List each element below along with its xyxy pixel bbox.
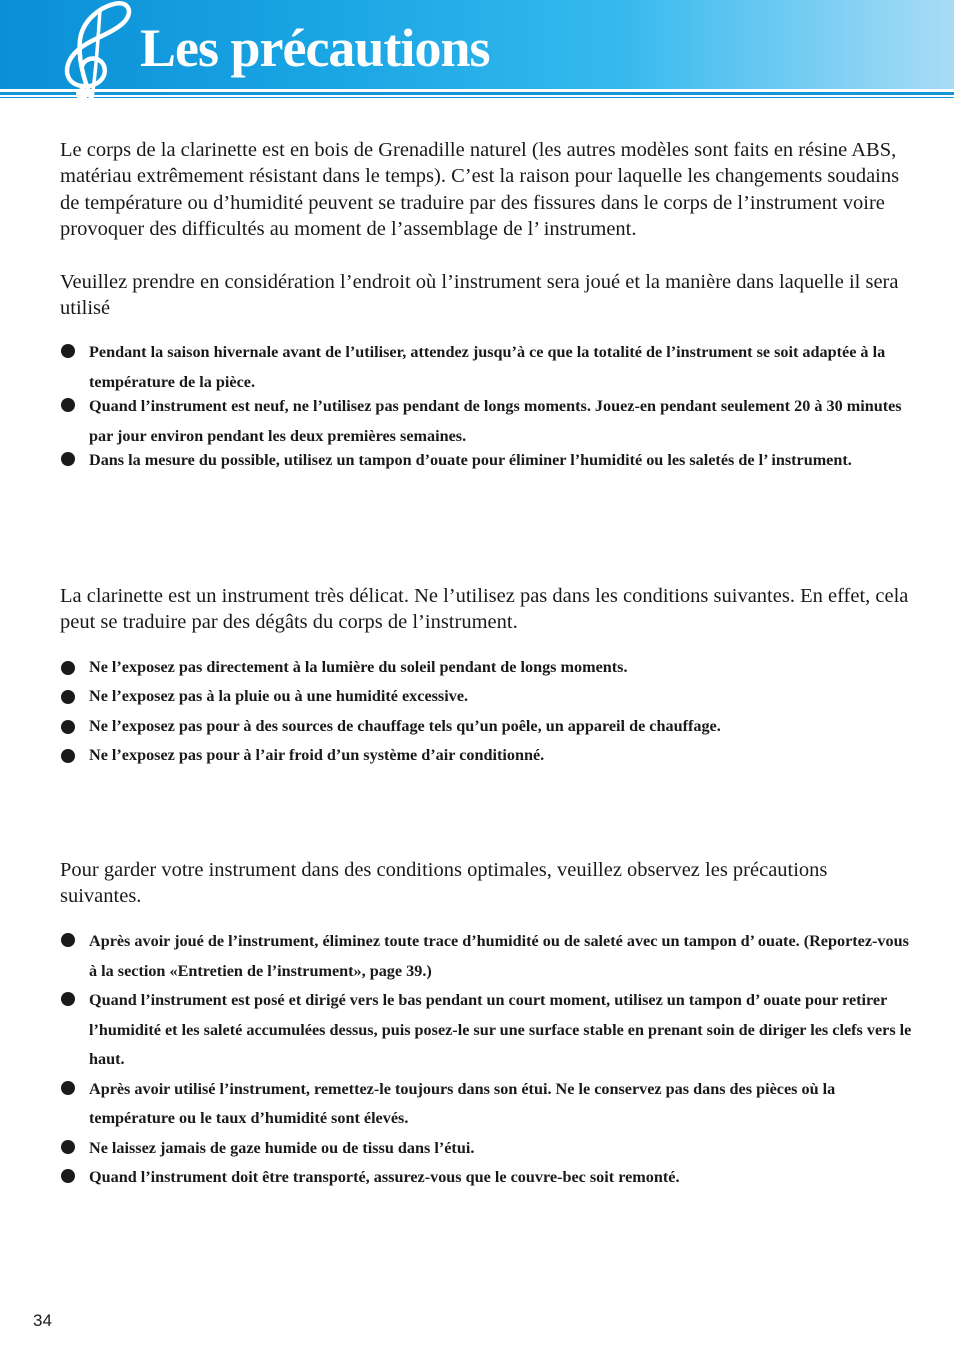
bullet-dot-icon — [61, 720, 75, 734]
bullet-dot-icon — [61, 933, 75, 947]
section1-paragraph1: Le corps de la clarinette est en bois de Grenadille naturel (les autres modèles sont faits en résine ABS, matériau extrêmement résistant dans le temps). C’est la raison pour laquelle les changements soudains de température ou d’humidité peuvent se traduire par des fissures dans le corps de l’instrument voire provoquer des difficultés au moment de l’assemblage de l’ instrument. — [60, 139, 900, 241]
treble-clef-icon — [34, 0, 144, 102]
section2-bullet-list — [60, 653, 920, 770]
section1-paragraph2: Veuillez prendre en considération l’endroit où l’instrument sera joué et la manière dans laquelle il sera utilisé — [60, 271, 899, 320]
bullet-dot-icon — [61, 452, 75, 466]
bullet-dot-icon — [61, 992, 75, 1006]
bullet-dot-icon — [61, 749, 75, 763]
section2-paragraph: La clarinette est un instrument très délicat. Ne l’utilisez pas dans les conditions suivantes. En effet, cela peut se traduire par des dégâts du corps de l’instrument. — [60, 585, 909, 634]
bullet-dot-icon — [61, 661, 75, 675]
bullet-dot-icon — [61, 344, 75, 358]
list-item: Après avoir utilisé l’instrument, remettez-le toujours dans son étui. Ne le conservez pas dans des pièces où la température ou le taux d’humidité sont élevés. — [60, 1075, 920, 1134]
list-item: Ne l’exposez pas pour à l’air froid d’un système d’air conditionné. — [60, 741, 920, 770]
section1-bullet-list — [60, 338, 920, 476]
list-item: Ne laissez jamais de gaze humide ou de tissu dans l’étui. — [60, 1134, 920, 1164]
list-item: Pendant la saison hivernale avant de l’utiliser, attendez jusqu’à ce que la totalité de l’instrument se soit adaptée à la température de la pièce. — [60, 338, 920, 397]
list-item: Dans la mesure du possible, utilisez un tampon d’ouate pour éliminer l’humidité ou les saletés de l’ instrument. — [60, 446, 920, 476]
section3-bullet-list — [60, 927, 920, 1193]
bullet-dot-icon — [61, 1081, 75, 1095]
list-item: Quand l’instrument est neuf, ne l’utilisez pas pendant de longs moments. Jouez-en pendant seulement 20 à 30 minutes par jour environ pendant les deux premières semaines. — [60, 392, 920, 451]
bullet-dot-icon — [61, 690, 75, 704]
list-item: Quand l’instrument doit être transporté, assurez-vous que le couvre-bec soit remonté. — [60, 1163, 920, 1193]
list-item: Après avoir joué de l’instrument, éliminez toute trace d’humidité ou de saleté avec un tampon d’ ouate. (Reportez-vous à la section «Entretien de l’instrument», page 39.) — [60, 927, 920, 986]
page-title: Les précautions — [140, 18, 490, 78]
list-item: Ne l’exposez pas pour à des sources de chauffage tels qu’un poêle, un appareil de chauffage. — [60, 712, 920, 741]
bullet-dot-icon — [61, 398, 75, 412]
list-item: Ne l’exposez pas directement à la lumière du soleil pendant de longs moments. — [60, 653, 920, 682]
list-item: Quand l’instrument est posé et dirigé vers le bas pendant un court moment, utilisez un tampon d’ ouate pour retirer l’humidité et les saleté accumulées dessus, puis posez-le sur une surface stable en prenant soin de diriger les clefs vers le haut. — [60, 986, 920, 1075]
section3-paragraph: Pour garder votre instrument dans des conditions optimales, veuillez observez les précautions suivantes. — [60, 859, 828, 908]
page-number: 34 — [33, 1311, 52, 1330]
list-item: Ne l’exposez pas à la pluie ou à une humidité excessive. — [60, 682, 920, 711]
page-header — [0, 0, 954, 102]
bullet-dot-icon — [61, 1140, 75, 1154]
bullet-dot-icon — [61, 1169, 75, 1183]
